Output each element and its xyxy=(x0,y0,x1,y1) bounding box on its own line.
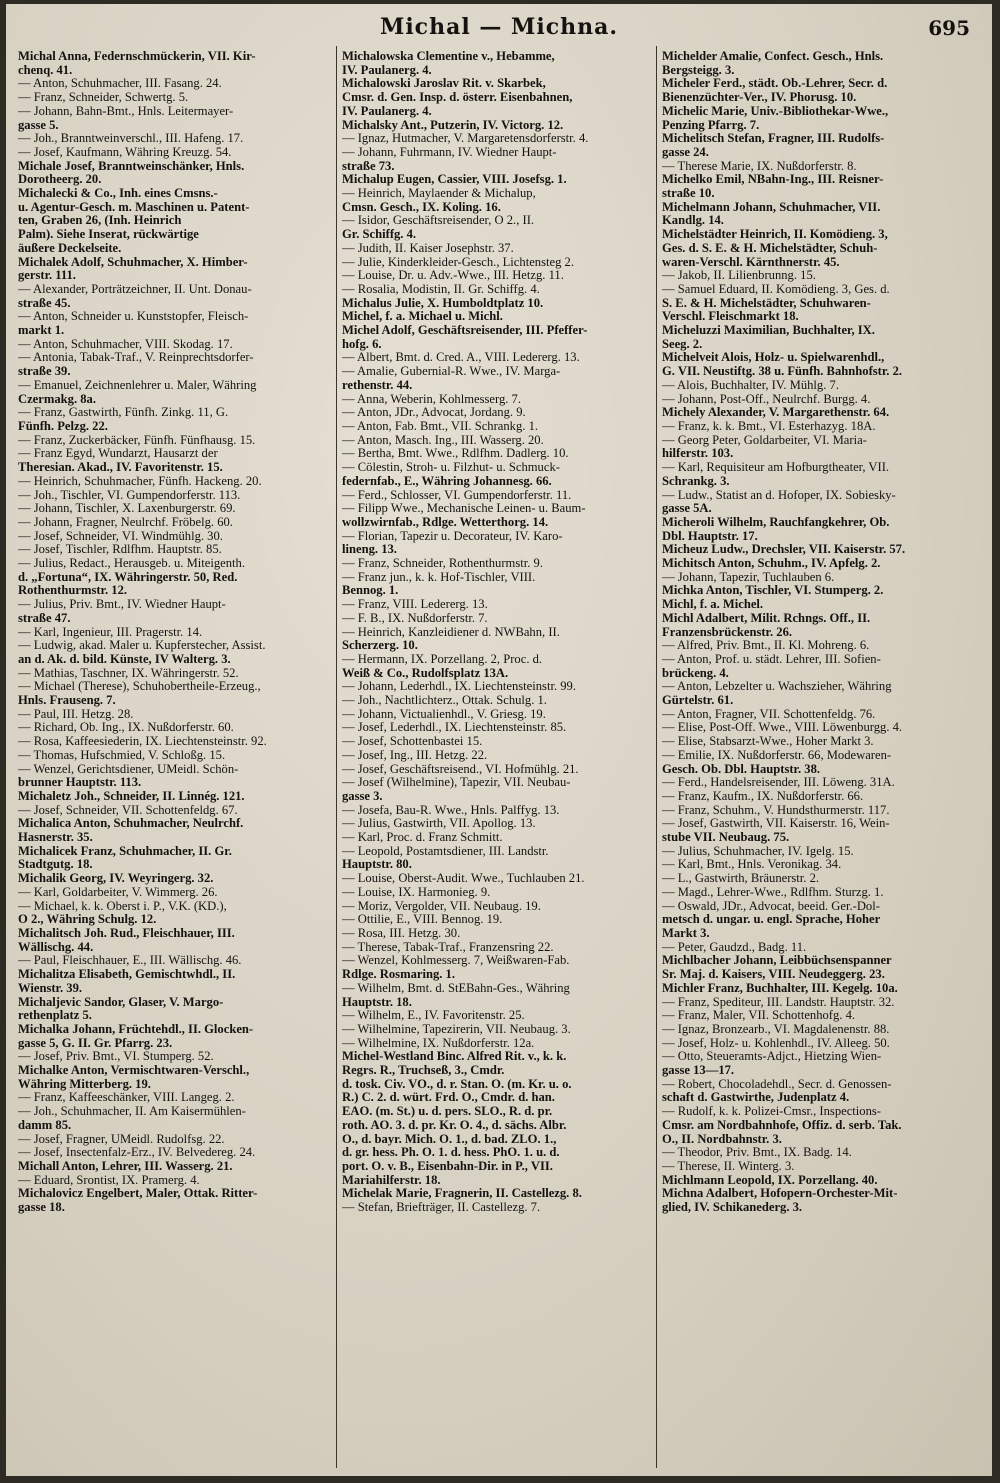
directory-entry-line: Markt 3. xyxy=(662,927,710,940)
directory-entry-line: Gürtelstr. 61. xyxy=(662,694,734,708)
directory-entry-line: — L., Gastwirth, Bräunerstr. 2. xyxy=(662,872,820,886)
directory-entry-line: — Karl, Bmt., Hnls. Veronikag. 34. xyxy=(662,858,842,872)
directory-entry-line: — Anton, JDr., Advocat, Jordang. 9. xyxy=(342,406,526,420)
column-divider xyxy=(656,46,657,1468)
directory-entry-line: Weiß & Co., Rudolfsplatz 13A. xyxy=(342,666,509,680)
directory-entry-line: — Josef, Schottenbastei 15. xyxy=(342,735,483,749)
directory-entry-line: — Elise, Stabsarzt-Wwe., Hoher Markt 3. xyxy=(662,735,874,749)
directory-entry-line: — Robert, Chocoladehdl., Secr. d. Genossen- xyxy=(662,1077,892,1091)
directory-entry-line: Ges. d. S. E. & H. Michelstädter, Schuh- xyxy=(662,241,878,255)
directory-entry-line: — Josef, Holz- u. Kohlenhdl., IV. Alleeg. 50. xyxy=(662,1036,890,1050)
directory-entry-line: Michalicek Franz, Schuhmacher, II. Gr. xyxy=(18,844,232,858)
directory-entry-line: — Ottilie, E., VIII. Bennog. 19. xyxy=(342,913,503,927)
directory-entry-line: Rdlge. Rosmaring. 1. xyxy=(342,968,455,982)
directory-entry-line: Stadtgutg. 18. xyxy=(18,858,93,872)
directory-entry-line: — F. B., IX. Nußdorferstr. 7. xyxy=(342,611,488,625)
directory-entry-line: Sr. Maj. d. Kaisers, VIII. Neudeggerg. 23. xyxy=(662,968,885,982)
directory-entry-line: — Josef, Insectenfalz-Erz., IV. Belvedereg. 24. xyxy=(18,1146,256,1160)
directory-entry-line: Gesch. Ob. Dbl. Hauptstr. 38. xyxy=(662,762,821,776)
directory-entry-line: — Julius, Redact., Herausgeb. u. Miteigenth. xyxy=(18,557,245,571)
directory-entry-line: — Louise, Oberst-Audit. Wwe., Tuchlauben 21. xyxy=(342,872,585,886)
directory-entry-line: hofg. 6. xyxy=(342,337,382,351)
directory-entry-line: — Rudolf, k. k. Polizei-Cmsr., Inspections- xyxy=(662,1105,881,1119)
directory-entry-line: — Hermann, IX. Porzellang. 2, Proc. d. xyxy=(342,652,543,666)
directory-entry-line: — Wenzel, Kohlmesserg. 7, Weißwaren-Fab. xyxy=(342,954,570,968)
directory-entry-line: Fünfh. Pelzg. 22. xyxy=(18,419,108,433)
directory-entry-line: — Peter, Gaudzd., Badg. 11. xyxy=(662,940,807,954)
directory-entry-line: gasse 5A. xyxy=(662,502,712,516)
directory-entry-line: — Heinrich, Schuhmacher, Fünfh. Hackeng. 20. xyxy=(18,474,262,488)
directory-entry-line: Michelstädter Heinrich, II. Komödieng. 3, xyxy=(662,228,888,242)
directory-entry-line: Michalka Johann, Früchtehdl., II. Glocken- xyxy=(18,1022,254,1036)
directory-entry-line: — Heinrich, Kanzleidiener d. NWBahn, II. xyxy=(342,625,560,639)
directory-entry-line: — Thomas, Hufschmied, V. Schloßg. 15. xyxy=(18,748,226,762)
directory-entry-line: — Alexander, Porträtzeichner, II. Unt. Donau- xyxy=(18,282,252,296)
directory-entry-line: metsch d. ungar. u. engl. Sprache, Hoher xyxy=(662,913,881,927)
directory-entry-line: straße 39. xyxy=(18,365,71,379)
directory-entry-line: d. tosk. Civ. VO., d. r. Stan. O. (m. Kr. u. o. xyxy=(342,1077,572,1091)
directory-entry-line: — Wenzel, Gerichtsdiener, UMeidl. Schön- xyxy=(18,762,239,776)
directory-entry-line: rethenstr. 44. xyxy=(342,378,413,392)
directory-entry-line: waren-Verschl. Kärnthnerstr. 45. xyxy=(662,255,840,269)
directory-entry-line: — Karl, Ingenieur, III. Pragerstr. 14. xyxy=(18,625,203,639)
directory-entry-line: — Wilhelm, E., IV. Favoritenstr. 25. xyxy=(342,1009,525,1023)
directory-entry-line: — Ignaz, Bronzearb., VI. Magdalenenstr. 88. xyxy=(662,1022,890,1036)
directory-entry-line: — Franz, Kaufm., IX. Nußdorferstr. 66. xyxy=(662,789,864,803)
directory-entry-line: — Eduard, Srontist, IX. Pramerg. 4. xyxy=(18,1173,200,1187)
directory-entry-line: Michalovicz Engelbert, Maler, Ottak. Ritter- xyxy=(18,1187,258,1201)
directory-entry-line: — Anton, Fab. Bmt., VII. Schrankg. 1. xyxy=(342,419,539,433)
directory-entry-line: Michelmann Johann, Schuhmacher, VII. xyxy=(662,200,881,214)
directory-entry-line: — Julius, Gastwirth, VII. Apollog. 13. xyxy=(342,817,536,831)
directory-entry-line: — Franz, Maler, VII. Schottenhofg. 4. xyxy=(662,1009,856,1023)
directory-entry-line: Michalowska Clementine v., Hebamme, xyxy=(342,50,555,63)
directory-entry-line: — Elise, Post-Off. Wwe., VIII. Löwenburgg. 4. xyxy=(662,721,903,735)
directory-entry-line: — Paul, III. Hetzg. 28. xyxy=(18,707,134,721)
directory-entry-line: port. O. v. B., Eisenbahn-Dir. in P., VII. xyxy=(342,1159,553,1173)
directory-entry-line: Michlmann Leopold, IX. Porzellang. 40. xyxy=(662,1173,878,1187)
directory-entry-line: — Julie, Kinderkleider-Gesch., Lichtensteg 2. xyxy=(342,255,574,269)
directory-entry-line: Bienenzüchter-Ver., IV. Phorusg. 10. xyxy=(662,91,857,105)
directory-entry-line: Michalke Anton, Vermischtwaren-Verschl., xyxy=(18,1064,250,1078)
directory-entry-line: — Jakob, II. Lilienbrunng. 15. xyxy=(662,269,816,283)
directory-entry-line: Michalek Adolf, Schuhmacher, X. Himber- xyxy=(18,255,248,269)
directory-entry-line: Michale Josef, Branntweinschänker, Hnls. xyxy=(18,159,245,173)
directory-entry-line: Michalitza Elisabeth, Gemischtwhdl., II. xyxy=(18,968,236,982)
directory-entry-line: Michalik Georg, IV. Weyringerg. 32. xyxy=(18,872,214,886)
directory-entry-line: brunner Hauptstr. 113. xyxy=(18,776,142,790)
directory-entry-line: Michal Anna, Federnschmückerin, VII. Kir- xyxy=(18,50,256,63)
directory-entry-line: — Franz, Zuckerbäcker, Fünfh. Fünfhausg. 15. xyxy=(18,433,256,447)
directory-entry-line: — Heinrich, Maylaender & Michalup, xyxy=(342,187,536,201)
directory-entry-line: roth. AO. 3. d. pr. Kr. O. 4., d. sächs. Albr. xyxy=(342,1118,567,1132)
directory-entry-line: Regrs. R., Truchseß, 3., Cmdr. xyxy=(342,1064,505,1078)
directory-entry-line: — Amalie, Gubernial-R. Wwe., IV. Marga- xyxy=(342,365,561,379)
column-2 xyxy=(342,50,652,1470)
directory-entry-line: — Josef, Gastwirth, VII. Kaiserstr. 16, Wein- xyxy=(662,817,890,831)
directory-entry-line: — Florian, Tapezir u. Decorateur, IV. Karo- xyxy=(342,529,563,543)
directory-entry-line: EAO. (m. St.) u. d. pers. SLO., R. d. pr. xyxy=(342,1105,553,1119)
directory-entry-line: Michalecki & Co., Inh. eines Cmsns.- xyxy=(18,187,218,201)
directory-entry-line: lineng. 13. xyxy=(342,543,397,557)
directory-entry-line: — Louise, Dr. u. Adv.-Wwe., III. Hetzg. 11. xyxy=(342,269,564,283)
directory-entry-line: Cmsn. Gesch., IX. Koling. 16. xyxy=(342,200,501,214)
directory-entry-line: — Franz jun., k. k. Hof-Tischler, VIII. xyxy=(342,570,536,584)
column-3 xyxy=(662,50,984,1470)
directory-entry-line: — Anton, Lebzelter u. Wachszieher, Währing xyxy=(662,680,892,694)
directory-entry-line: — Albert, Bmt. d. Cred. A., VIII. Ledererg. 13. xyxy=(342,351,580,365)
directory-entry-line: — Rosa, III. Hetzg. 30. xyxy=(342,927,461,940)
directory-entry-line: — Otto, Steueramts-Adjct., Hietzing Wien- xyxy=(662,1050,882,1064)
directory-entry-line: Hauptstr. 18. xyxy=(342,995,412,1009)
directory-entry-line: Michel Adolf, Geschäftsreisender, III. Pfeffer- xyxy=(342,324,588,338)
directory-entry-line: gasse 5, G. II. Gr. Pfarrg. 23. xyxy=(18,1036,173,1050)
directory-entry-line: — Johann, Fuhrmann, IV. Wiedner Haupt- xyxy=(342,145,557,159)
directory-entry-line: — Therese, Tabak-Traf., Franzensring 22. xyxy=(342,940,554,954)
directory-entry-line: — Magd., Lehrer-Wwe., Rdlfhm. Sturzg. 1. xyxy=(662,885,884,899)
directory-entry-line: — Franz, Schneider, Schwertg. 5. xyxy=(18,91,189,105)
directory-entry-line: Hnls. Frauseng. 7. xyxy=(18,694,116,708)
directory-page xyxy=(6,4,992,1476)
directory-entry-line: — Karl, Goldarbeiter, V. Wimmerg. 26. xyxy=(18,885,218,899)
directory-entry-line: — Anton, Fragner, VII. Schottenfeldg. 76. xyxy=(662,707,876,721)
directory-entry-line: — Anton, Masch. Ing., III. Wasserg. 20. xyxy=(342,433,544,447)
directory-entry-line: Michka Anton, Tischler, VI. Stumperg. 2. xyxy=(662,584,884,598)
directory-entry-line: Micheler Ferd., städt. Ob.-Lehrer, Secr. d. xyxy=(662,77,888,91)
directory-entry-line: Dorotheerg. 20. xyxy=(18,173,102,187)
directory-entry-line: Wienstr. 39. xyxy=(18,981,83,995)
directory-entry-line: Michler Franz, Buchhalter, III. Kegelg. 10a. xyxy=(662,981,898,995)
directory-entry-line: gerstr. 111. xyxy=(18,269,76,283)
directory-entry-line: — Anton, Schuhmacher, VIII. Skodag. 17. xyxy=(18,337,233,351)
directory-entry-line: Michelko Emil, NBahn-Ing., III. Reisner- xyxy=(662,173,884,187)
directory-entry-line: Franzensbrückenstr. 26. xyxy=(662,625,793,639)
directory-entry-line: — Julius, Priv. Bmt., IV. Wiedner Haupt- xyxy=(18,598,226,612)
directory-entry-line: — Karl, Proc. d. Franz Schmitt. xyxy=(342,831,503,845)
directory-entry-line: — Josef, Kaufmann, Währing Kreuzg. 54. xyxy=(18,145,232,159)
directory-entry-line: Scherzerg. 10. xyxy=(342,639,418,653)
directory-entry-line: G. VII. Neustiftg. 38 u. Fünfh. Bahnhofstr. 2. xyxy=(662,365,903,379)
directory-entry-line: Czermakg. 8a. xyxy=(18,392,96,406)
directory-entry-line: Michlbacher Johann, Leibbüchsenspanner xyxy=(662,954,892,968)
directory-entry-line: Michel-Westland Binc. Alfred Rit. v., k. k. xyxy=(342,1050,567,1064)
directory-entry-line: Michely Alexander, V. Margarethenstr. 64. xyxy=(662,406,890,420)
directory-entry-line: gasse 13—17. xyxy=(662,1064,735,1078)
directory-entry-line: IV. Paulanerg. 4. xyxy=(342,104,432,118)
directory-entry-line: O., d. bayr. Mich. O. 1., d. bad. ZLO. 1., xyxy=(342,1132,557,1146)
directory-entry-line: — Ludwig, akad. Maler u. Kupferstecher, Assist. xyxy=(18,639,266,653)
directory-entry-line: Michalus Julie, X. Humboldtplatz 10. xyxy=(342,296,544,310)
directory-entry-line: Michl, f. a. Michel. xyxy=(662,598,764,612)
directory-entry-line: Micheuz Ludw., Drechsler, VII. Kaiserstr. 57. xyxy=(662,543,906,557)
directory-entry-line: — Josef, Ing., III. Hetzg. 22. xyxy=(342,748,488,762)
directory-entry-line: ten, Graben 26, (Inh. Heinrich xyxy=(18,214,182,228)
directory-entry-line: Theresian. Akad., IV. Favoritenstr. 15. xyxy=(18,461,223,475)
directory-entry-line: straße 47. xyxy=(18,611,71,625)
directory-entry-line: — Johann, Victualienhdl., V. Griesg. 19. xyxy=(342,707,546,721)
directory-entry-line: — Johann, Fragner, Neulrchf. Fröbelg. 60. xyxy=(18,515,233,529)
directory-entry-line: — Filipp Wwe., Mechanische Leinen- u. Baum- xyxy=(342,502,586,516)
directory-entry-line: — Ludw., Statist an d. Hofoper, IX. Sobiesky- xyxy=(662,488,896,502)
directory-entry-line: — Josefa, Bau-R. Wwe., Hnls. Palffyg. 13. xyxy=(342,803,560,817)
directory-entry-line: Michalowski Jaroslav Rit. v. Skarbek, xyxy=(342,77,546,91)
directory-entry-line: schaft d. Gastwirthe, Judenplatz 4. xyxy=(662,1091,850,1105)
directory-entry-line: — Therese, II. Winterg. 3. xyxy=(662,1159,795,1173)
directory-entry-line: — Franz, Spediteur, III. Landstr. Hauptstr. 32. xyxy=(662,995,895,1009)
directory-entry-line: — Johann, Tapezir, Tuchlauben 6. xyxy=(662,570,835,584)
directory-entry-line: d. „Fortuna“, IX. Währingerstr. 50, Red. xyxy=(18,570,238,584)
directory-entry-line: — Joh., Nachtlichterz., Ottak. Schulg. 1. xyxy=(342,694,547,708)
directory-entry-line: — Leopold, Postamtsdiener, III. Landstr. xyxy=(342,844,549,858)
directory-entry-line: — Josef, Lederhdl., IX. Liechtensteinstr. 85. xyxy=(342,721,567,735)
directory-entry-line: Schrankg. 3. xyxy=(662,474,730,488)
directory-entry-line: Michelveit Alois, Holz- u. Spielwarenhdl., xyxy=(662,351,885,365)
directory-entry-line: — Johann, Lederhdl., IX. Liechtensteinstr. 99. xyxy=(342,680,576,694)
directory-entry-line: äußere Deckelseite. xyxy=(18,241,122,255)
directory-entry-line: Micheroli Wilhelm, Rauchfangkehrer, Ob. xyxy=(662,515,890,529)
directory-entry-line: IV. Paulanerg. 4. xyxy=(342,63,432,77)
page-header xyxy=(6,14,992,44)
directory-entry-line: — Wilhelm, Bmt. d. StEBahn-Ges., Währing xyxy=(342,981,570,995)
directory-entry-line: an d. Ak. d. bild. Künste, IV Walterg. 3. xyxy=(18,652,231,666)
directory-entry-line: Michelder Amalie, Confect. Gesch., Hnls. xyxy=(662,50,884,63)
directory-entry-line: — Johann, Bahn-Bmt., Hnls. Leitermayer- xyxy=(18,104,234,118)
directory-entry-line: chenq. 41. xyxy=(18,63,73,77)
directory-entry-line: Palm). Siehe Inserat, rückwärtige xyxy=(18,228,199,242)
directory-entry-line: Bergsteigg. 3. xyxy=(662,63,735,77)
directory-entry-line: Michel, f. a. Michael u. Michl. xyxy=(342,310,503,324)
directory-entry-line: — Johann, Tischler, X. Laxenburgerstr. 69. xyxy=(18,502,236,516)
directory-entry-line: S. E. & H. Michelstädter, Schuhwaren- xyxy=(662,296,871,310)
directory-entry-line: federnfab., E., Währing Johannesg. 66. xyxy=(342,474,552,488)
directory-entry-line: — Josef, Priv. Bmt., VI. Stumperg. 52. xyxy=(18,1050,214,1064)
directory-entry-line: Michelak Marie, Fragnerin, II. Castellezg. 8. xyxy=(342,1187,582,1201)
directory-entry-line: — Josef, Schneider, VII. Schottenfeldg. 67. xyxy=(18,803,238,817)
directory-entry-line: — Franz, VIII. Ledererg. 13. xyxy=(342,598,488,612)
directory-entry-line: rethenplatz 5. xyxy=(18,1009,92,1023)
directory-entry-line: — Joh., Schuhmacher, II. Am Kaisermühlen- xyxy=(18,1105,246,1119)
directory-entry-line: — Paul, Fleischhauer, E., III. Wällischg. 46. xyxy=(18,954,242,968)
directory-entry-line: Währing Mitterberg. 19. xyxy=(18,1077,151,1091)
directory-entry-line: — Josef (Wilhelmine), Tapezir, VII. Neubau- xyxy=(342,776,571,790)
directory-entry-line: Michl Adalbert, Milit. Rchngs. Off., II. xyxy=(662,611,871,625)
directory-entry-line: — Michael, k. k. Oberst i. P., V.K. (KD.), xyxy=(18,899,227,913)
directory-entry-line: — Franz, Gastwirth, Fünfh. Zinkg. 11, G. xyxy=(18,406,229,420)
directory-entry-line: Gr. Schiffg. 4. xyxy=(342,228,417,242)
directory-entry-line: gasse 24. xyxy=(662,145,709,159)
directory-entry-line: Hasnerstr. 35. xyxy=(18,831,93,845)
directory-entry-line: Michalup Eugen, Cassier, VIII. Josefsg. 1. xyxy=(342,173,567,187)
directory-entry-line: — Josef, Schneider, VI. Windmühlg. 30. xyxy=(18,529,223,543)
directory-entry-line: — Samuel Eduard, II. Komödieng. 3, Ges. d. xyxy=(662,282,890,296)
directory-entry-line: — Louise, IX. Harmonieg. 9. xyxy=(342,885,491,899)
directory-entry-line: — Franz, k. k. Bmt., VI. Esterhazyg. 18A. xyxy=(662,419,876,433)
directory-entry-line: — Josef, Fragner, UMeidl. Rudolfsg. 22. xyxy=(18,1132,225,1146)
directory-entry-line: — Franz, Schuhm., V. Hundsthurmerstr. 117. xyxy=(662,803,890,817)
directory-entry-line: hilferstr. 103. xyxy=(662,447,734,461)
directory-entry-line: — Judith, II. Kaiser Josephstr. 37. xyxy=(342,241,514,255)
column-1 xyxy=(18,50,332,1470)
directory-entry-line: Michitsch Anton, Schuhm., IV. Apfelg. 2. xyxy=(662,557,881,571)
directory-entry-line: straße 10. xyxy=(662,187,715,201)
directory-entry-line: brückeng. 4. xyxy=(662,666,729,680)
directory-entry-line: — Alois, Buchhalter, IV. Mühlg. 7. xyxy=(662,378,839,392)
directory-entry-line: Michalsky Ant., Putzerin, IV. Victorg. 12. xyxy=(342,118,564,132)
directory-entry-line: — Ignaz, Hutmacher, V. Margaretensdorferstr. 4. xyxy=(342,132,589,146)
directory-entry-line: gasse 5. xyxy=(18,118,59,132)
directory-entry-line: — Franz, Schneider, Rothenthurmstr. 9. xyxy=(342,557,543,571)
directory-entry-line: u. Agentur-Gesch. m. Maschinen u. Patent- xyxy=(18,200,250,214)
directory-entry-line: — Franz, Kaffeeschänker, VIII. Langeg. 2. xyxy=(18,1091,235,1105)
directory-entry-line: — Ferd., Schlosser, VI. Gumpendorferstr. 11. xyxy=(342,488,572,502)
page-number: 695 xyxy=(928,16,970,40)
directory-entry-line: — Antonia, Tabak-Traf., V. Reinprechtsdorfer- xyxy=(18,351,254,365)
directory-entry-line: — Ferd., Handelsreisender, III. Löweng. 31A. xyxy=(662,776,895,790)
directory-entry-line: glied, IV. Schikanederg. 3. xyxy=(662,1201,803,1215)
directory-entry-line: Verschl. Fleischmarkt 18. xyxy=(662,310,799,324)
directory-entry-line: — Michael (Therese), Schuhobertheile-Erzeug., xyxy=(18,680,261,694)
directory-entry-line: Bennog. 1. xyxy=(342,584,399,598)
directory-entry-line: — Anton, Schneider u. Kunststopfer, Fleisch- xyxy=(18,310,249,324)
directory-entry-line: — Richard, Ob. Ing., IX. Nußdorferstr. 60. xyxy=(18,721,234,735)
directory-entry-line: — Franz Egyd, Wundarzt, Hausarzt der xyxy=(18,447,218,461)
column-divider xyxy=(336,46,337,1468)
directory-entry-line: Penzing Pfarrg. 7. xyxy=(662,118,760,132)
directory-entry-line: straße 73. xyxy=(342,159,395,173)
directory-entry-line: Michelitsch Stefan, Fragner, III. Rudolfs- xyxy=(662,132,885,146)
directory-entry-line: — Joh., Tischler, VI. Gumpendorferstr. 113. xyxy=(18,488,241,502)
directory-entry-line: — Anton, Schuhmacher, III. Fasang. 24. xyxy=(18,77,222,91)
directory-entry-line: — Emilie, IX. Nußdorferstr. 66, Modewaren- xyxy=(662,748,892,762)
directory-entry-line: Michna Adalbert, Hofopern-Orchester-Mit- xyxy=(662,1187,898,1201)
directory-entry-line: Mariahilferstr. 18. xyxy=(342,1173,441,1187)
directory-entry-line: markt 1. xyxy=(18,324,65,338)
directory-entry-line: Cmsr. am Nordbahnhofe, Offiz. d. serb. Tak. xyxy=(662,1118,902,1132)
running-head: Michal — Michna. xyxy=(379,14,619,40)
directory-entry-line: Michalica Anton, Schuhmacher, Neulrchf. xyxy=(18,817,244,831)
directory-entry-line: — Therese Marie, IX. Nußdorferstr. 8. xyxy=(662,159,857,173)
directory-entry-line: — Rosa, Kaffeesiederin, IX. Liechtensteinstr. 92. xyxy=(18,735,267,749)
directory-entry-line: — Bertha, Bmt. Wwe., Rdlfhm. Dadlerg. 10. xyxy=(342,447,569,461)
directory-entry-line: Hauptstr. 80. xyxy=(342,858,412,872)
directory-entry-line: damm 85. xyxy=(18,1118,72,1132)
directory-entry-line: Seeg. 2. xyxy=(662,337,703,351)
directory-entry-line: O 2., Währing Schulg. 12. xyxy=(18,913,157,927)
directory-entry-line: O., II. Nordbahnstr. 3. xyxy=(662,1132,782,1146)
directory-entry-line: — Josef, Tischler, Rdlfhm. Hauptstr. 85. xyxy=(18,543,222,557)
directory-entry-line: — Georg Peter, Goldarbeiter, VI. Maria- xyxy=(662,433,867,447)
directory-entry-line: Michalitsch Joh. Rud., Fleischhauer, III. xyxy=(18,927,235,940)
directory-entry-line: Michaletz Joh., Schneider, II. Linnég. 121. xyxy=(18,789,245,803)
directory-entry-line: Michelic Marie, Univ.-Bibliothekar-Wwe., xyxy=(662,104,889,118)
directory-entry-line: gasse 3. xyxy=(342,789,383,803)
directory-entry-line: — Wilhelmine, Tapezirerin, VII. Neubaug. 3. xyxy=(342,1022,571,1036)
directory-entry-line: — Stefan, Briefträger, II. Castellezg. 7. xyxy=(342,1201,541,1215)
directory-entry-line: stube VII. Neubaug. 75. xyxy=(662,831,790,845)
directory-entry-line: — Joh., Branntweinverschl., III. Hafeng. 17. xyxy=(18,132,244,146)
directory-entry-line: — Johann, Post-Off., Neulrchf. Burgg. 4. xyxy=(662,392,871,406)
directory-entry-line: — Isidor, Geschäftsreisender, O 2., II. xyxy=(342,214,535,228)
directory-entry-line: — Anton, Prof. u. städt. Lehrer, III. Sofien- xyxy=(662,652,881,666)
directory-entry-line: — Mathias, Taschner, IX. Währingerstr. 52. xyxy=(18,666,239,680)
directory-entry-line: — Moriz, Vergolder, VII. Neubaug. 19. xyxy=(342,899,541,913)
directory-entry-line: — Anna, Weberin, Kohlmesserg. 7. xyxy=(342,392,522,406)
directory-entry-line: — Cölestin, Stroh- u. Filzhut- u. Schmuck- xyxy=(342,461,560,475)
directory-entry-line: Michaljevic Sandor, Glaser, V. Margo- xyxy=(18,995,224,1009)
directory-entry-line: — Wilhelmine, IX. Nußdorferstr. 12a. xyxy=(342,1036,535,1050)
directory-entry-line: — Theodor, Priv. Bmt., IX. Badg. 14. xyxy=(662,1146,852,1160)
directory-entry-line: Dbl. Hauptstr. 17. xyxy=(662,529,758,543)
directory-entry-line: — Karl, Requisiteur am Hofburgtheater, VII. xyxy=(662,461,890,475)
directory-entry-line: — Alfred, Priv. Bmt., II. Kl. Mohreng. 6. xyxy=(662,639,870,653)
directory-entry-line: Kandlg. 14. xyxy=(662,214,724,228)
directory-entry-line: Rothenthurmstr. 12. xyxy=(18,584,128,598)
directory-entry-line: — Josef, Geschäftsreisend., VI. Hofmühlg. 21. xyxy=(342,762,579,776)
directory-entry-line: — Julius, Schuhmacher, IV. Igelg. 15. xyxy=(662,844,854,858)
directory-entry-line: R.) C. 2. d. würt. Frd. O., Cmdr. d. han. xyxy=(342,1091,555,1105)
directory-entry-line: Michall Anton, Lehrer, III. Wasserg. 21. xyxy=(18,1159,233,1173)
directory-entry-line: Micheluzzi Maximilian, Buchhalter, IX. xyxy=(662,324,875,338)
directory-entry-line: Cmsr. d. Gen. Insp. d. österr. Eisenbahnen, xyxy=(342,91,573,105)
directory-entry-line: Wällischg. 44. xyxy=(18,940,94,954)
directory-entry-line: straße 45. xyxy=(18,296,71,310)
directory-entry-line: d. gr. hess. Ph. O. 1. d. hess. PhO. 1. u. d. xyxy=(342,1146,560,1160)
directory-entry-line: — Oswald, JDr., Advocat, beeid. Ger.-Dol- xyxy=(662,899,880,913)
directory-entry-line: — Rosalia, Modistin, II. Gr. Schiffg. 4. xyxy=(342,282,540,296)
directory-entry-line: gasse 18. xyxy=(18,1201,65,1215)
directory-entry-line: — Emanuel, Zeichnenlehrer u. Maler, Währing xyxy=(18,378,257,392)
directory-entry-line: wollzwirnfab., Rdlge. Wetterthorg. 14. xyxy=(342,515,549,529)
